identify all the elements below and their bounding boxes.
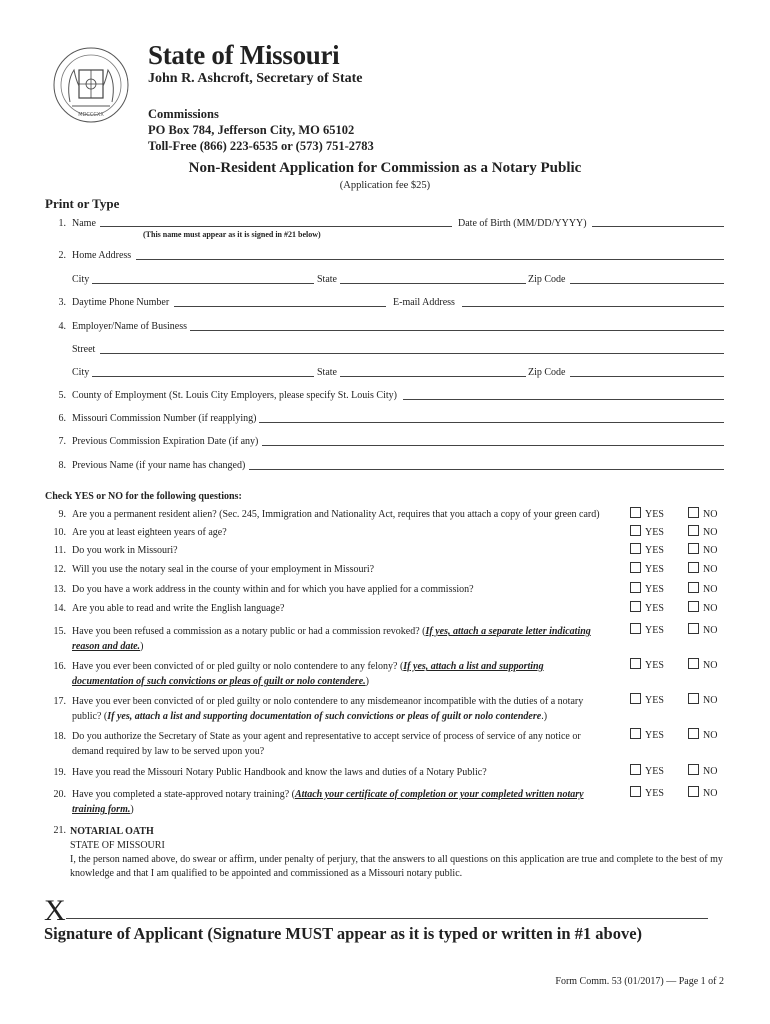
yes-label: YES [645, 603, 664, 614]
no-checkbox[interactable] [688, 543, 699, 554]
yes-checkbox[interactable] [630, 658, 641, 669]
field-number: 7. [58, 436, 66, 447]
question-11: Do you work in Missouri? [72, 545, 178, 556]
phone-label: Daytime Phone Number [72, 297, 170, 308]
state-field[interactable] [340, 283, 526, 284]
zip-label: Zip Code [528, 274, 566, 285]
no-label: NO [703, 584, 718, 595]
form-title: Non-Resident Application for Commission as a Notary Public [188, 160, 582, 176]
home-address-field[interactable] [136, 259, 724, 260]
no-checkbox[interactable] [688, 507, 699, 518]
no-label: NO [703, 660, 718, 671]
no-label: NO [703, 603, 718, 614]
field-number: 6. [58, 413, 66, 424]
question-text: Have you ever been convicted of or pled guilty or nolo contendere to any misdemeanor incompatible with the duties of a notary public? ( [72, 696, 584, 722]
street-label: Street [72, 344, 96, 355]
no-label: NO [703, 788, 718, 799]
question-14: Are you able to read and write the English language? [72, 603, 285, 614]
question-number: 17. [53, 696, 66, 707]
state-seal [52, 46, 130, 124]
field-number: 8. [58, 460, 66, 471]
name-field[interactable] [100, 226, 452, 227]
question-text-tail: ) [365, 676, 369, 687]
county-label: County of Employment (St. Louis City Employers, please specify St. Louis City) [72, 390, 397, 401]
city-field[interactable] [92, 376, 314, 377]
yes-label: YES [645, 545, 664, 556]
question-number: 13. [53, 584, 66, 595]
zip-field[interactable] [570, 376, 724, 377]
question-text-tail: ) [130, 804, 134, 815]
signature-x-mark: X [44, 894, 66, 927]
no-checkbox[interactable] [688, 764, 699, 775]
question-number: 11. [53, 545, 66, 556]
question-text: Have you completed a state-approved notary training? ( [72, 789, 295, 800]
signature-line[interactable] [66, 918, 708, 919]
print-or-type-label: Print or Type [45, 196, 120, 211]
question-number: 18. [53, 731, 66, 742]
yes-checkbox[interactable] [630, 693, 641, 704]
dob-field[interactable] [592, 226, 724, 227]
state-label: State [317, 274, 337, 285]
question-text-tail: ) [140, 641, 144, 652]
no-checkbox[interactable] [688, 601, 699, 612]
question-text-tail: .) [541, 711, 548, 722]
no-checkbox[interactable] [688, 562, 699, 573]
secretary-name: John R. Ashcroft, Secretary of State [148, 71, 363, 86]
question-number: 14. [53, 603, 66, 614]
yes-label: YES [645, 788, 664, 799]
question-19: Have you read the Missouri Notary Public Handbook and know the laws and duties of a Notary Public? [72, 767, 487, 778]
yes-checkbox[interactable] [630, 582, 641, 593]
zip-field[interactable] [570, 283, 724, 284]
question-instruction: If yes, attach a list and supporting documentation of such convictions or pleas of guilt or nolo contendere [107, 711, 542, 722]
oath-heading: NOTARIAL OATH [70, 826, 154, 837]
field-number: 2. [58, 250, 66, 261]
yes-label: YES [645, 660, 664, 671]
state-label: State [317, 367, 337, 378]
oath-number: 21. [53, 825, 66, 836]
name-note: (This name must appear as it is signed in #21 below) [143, 230, 321, 239]
question-number: 10. [53, 527, 66, 538]
yes-label: YES [645, 730, 664, 741]
phone-field[interactable] [174, 306, 386, 307]
name-label: Name [72, 218, 96, 229]
question-17 [72, 694, 602, 724]
home-address-label: Home Address [72, 250, 132, 261]
no-checkbox[interactable] [688, 693, 699, 704]
employer-label: Employer/Name of Business [72, 321, 187, 332]
no-label: NO [703, 564, 718, 575]
field-number: 5. [58, 390, 66, 401]
signature-label: Signature of Applicant (Signature MUST appear as it is typed or written in #1 above) [44, 924, 643, 943]
yes-label: YES [645, 625, 664, 636]
yes-checkbox[interactable] [630, 728, 641, 739]
field-number: 4. [58, 321, 66, 332]
email-label: E-mail Address [393, 297, 455, 308]
question-12: Will you use the notary seal in the course of your employment in Missouri? [72, 564, 375, 575]
yes-checkbox[interactable] [630, 601, 641, 612]
question-9: Are you a permanent resident alien? (Sec. 245, Immigration and Nationality Act, requires that you attach a copy of your green card) [72, 509, 600, 520]
no-checkbox[interactable] [688, 658, 699, 669]
question-15 [72, 624, 612, 654]
street-field[interactable] [100, 353, 724, 354]
yes-label: YES [645, 766, 664, 777]
state-field[interactable] [340, 376, 526, 377]
yes-checkbox[interactable] [630, 623, 641, 634]
yes-label: YES [645, 695, 664, 706]
yes-checkbox[interactable] [630, 562, 641, 573]
no-label: NO [703, 545, 718, 556]
question-10: Are you at least eighteen years of age? [72, 527, 227, 538]
yes-checkbox[interactable] [630, 525, 641, 536]
expiration-field[interactable] [262, 445, 724, 446]
question-18: Do you authorize the Secretary of State as your agent and representative to accept service of process of service of any notice or demand required by law to be served upon you? [72, 731, 581, 757]
question-number: 9. [58, 509, 66, 520]
phone-numbers: Toll-Free (866) 223-6535 or (573) 751-2783 [148, 139, 374, 153]
no-checkbox[interactable] [688, 525, 699, 536]
question-number: 12. [53, 564, 66, 575]
question-text: Have you ever been convicted of or pled guilty or nolo contendere to any felony? ( [72, 661, 404, 672]
zip-label: Zip Code [528, 367, 566, 378]
commission-number-label: Missouri Commission Number (if reapplying) [72, 413, 257, 424]
county-field[interactable] [403, 399, 724, 400]
dob-label: Date of Birth (MM/DD/YYYY) [458, 218, 587, 229]
oath-state: STATE OF MISSOURI [70, 840, 165, 851]
contact-block [148, 106, 374, 154]
yes-checkbox[interactable] [630, 507, 641, 518]
question-number: 19. [53, 767, 66, 778]
question-instruction: If yes, attach a separate letter indicating reason and date. [72, 626, 591, 652]
no-label: NO [703, 766, 718, 777]
no-label: NO [703, 527, 718, 538]
yes-label: YES [645, 584, 664, 595]
yes-checkbox[interactable] [630, 764, 641, 775]
question-13: Do you have a work address in the county within and for which you have applied for a commission? [72, 584, 474, 595]
yes-label: YES [645, 509, 664, 520]
question-instruction: Attach your certificate of completion or your completed written notary training form. [72, 789, 584, 815]
city-field[interactable] [92, 283, 314, 284]
city-label: City [72, 274, 90, 285]
no-label: NO [703, 509, 718, 520]
yes-checkbox[interactable] [630, 786, 641, 797]
notarial-oath [70, 825, 730, 881]
city-label: City [72, 367, 90, 378]
question-text: Have you been refused a commission as a notary public or had a commission revoked? ( [72, 626, 426, 637]
question-number: 15. [53, 626, 66, 637]
no-checkbox[interactable] [688, 728, 699, 739]
mailing-address: PO Box 784, Jefferson City, MO 65102 [148, 123, 355, 137]
employer-field[interactable] [190, 330, 724, 331]
question-number: 20. [53, 789, 66, 800]
no-label: NO [703, 695, 718, 706]
office-name: Commissions [148, 107, 219, 121]
question-number: 16. [53, 661, 66, 672]
question-20 [72, 787, 602, 817]
question-instruction: If yes, attach a list and supporting documentation of such convictions or pleas of guilt or nolo contendere. [72, 661, 544, 687]
no-label: NO [703, 625, 718, 636]
field-number: 3. [58, 297, 66, 308]
check-heading: Check YES or NO for the following questions: [45, 491, 242, 502]
no-checkbox[interactable] [688, 623, 699, 634]
previous-name-field[interactable] [249, 469, 724, 470]
no-label: NO [703, 730, 718, 741]
question-16 [72, 659, 602, 689]
yes-label: YES [645, 564, 664, 575]
svg-text:MDCCCXX: MDCCCXX [78, 112, 104, 118]
field-number: 1. [58, 218, 66, 229]
commission-number-field[interactable] [259, 422, 724, 423]
oath-text: I, the person named above, do swear or affirm, under penalty of perjury, that the answers to all questions on this application are true and complete to the best of my knowledge and that I am qualified to be appointed and commissioned as a Missouri notary public. [70, 854, 723, 879]
yes-label: YES [645, 527, 664, 538]
email-field[interactable] [462, 306, 724, 307]
no-checkbox[interactable] [688, 786, 699, 797]
no-checkbox[interactable] [688, 582, 699, 593]
yes-checkbox[interactable] [630, 543, 641, 554]
page-title: State of Missouri [148, 40, 340, 70]
form-footer: Form Comm. 53 (01/2017) — Page 1 of 2 [555, 976, 724, 987]
previous-name-label: Previous Name (if your name has changed) [72, 460, 246, 471]
fee-note: (Application fee $25) [339, 180, 431, 191]
expiration-label: Previous Commission Expiration Date (if any) [72, 436, 259, 447]
